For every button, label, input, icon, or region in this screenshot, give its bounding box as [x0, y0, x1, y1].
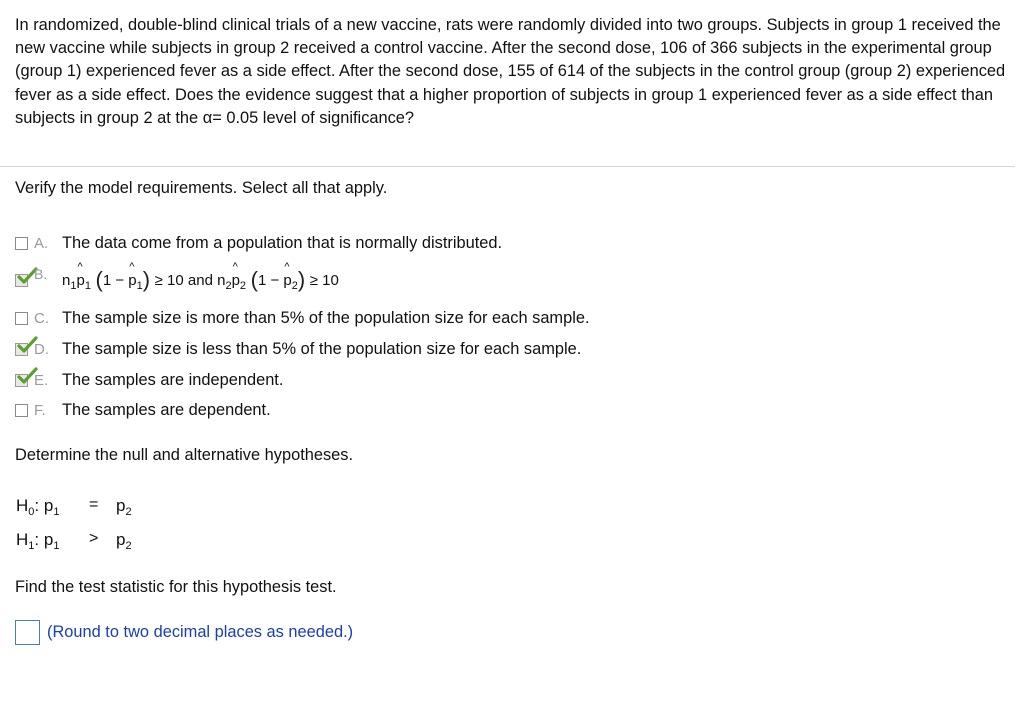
option-c-checkbox[interactable] [15, 312, 28, 325]
option-d-text: The sample size is less than 5% of the population size for each sample. [62, 339, 582, 358]
check-mark-icon [18, 368, 38, 386]
test-statistic-prompt: Find the test statistic for this hypothesis test. [15, 578, 337, 596]
option-c-letter: C. [34, 309, 49, 327]
check-mark-icon [18, 337, 38, 355]
option-d[interactable] [15, 337, 581, 361]
option-c-text: The sample size is more than 5% of the population size for each sample. [62, 308, 590, 327]
alpha-value: = 0.05 [212, 108, 259, 127]
option-a-checkbox[interactable] [15, 237, 28, 250]
alternative-operator[interactable]: > [89, 530, 99, 547]
option-e-text: The samples are independent. [62, 370, 284, 389]
option-b-checkbox[interactable] [15, 274, 28, 287]
option-b-letter: B. [34, 266, 48, 282]
question-tail: level of significance? [262, 108, 415, 127]
option-a-letter: A. [34, 234, 49, 252]
option-a[interactable] [15, 231, 502, 255]
requirements-prompt: Verify the model requirements. Select all that apply. [15, 179, 388, 197]
alpha-symbol: α [202, 108, 213, 127]
rounding-hint: (Round to two decimal places as needed.) [47, 623, 354, 641]
hypotheses-prompt: Determine the null and alternative hypotheses. [15, 446, 354, 464]
option-d-letter: D. [34, 340, 49, 358]
option-f[interactable] [15, 398, 271, 422]
option-f-letter: F. [34, 401, 46, 419]
answer-row [15, 620, 353, 645]
option-a-text: The data come from a population that is normally distributed. [62, 233, 503, 252]
test-statistic-input[interactable] [15, 620, 40, 645]
option-f-checkbox[interactable] [15, 404, 28, 417]
option-c[interactable] [15, 306, 590, 330]
section-divider [0, 166, 1015, 167]
null-operator[interactable]: = [89, 496, 99, 513]
option-b-formula: $n_1\^{}$ $p_1$ (1 − ^ $p_1) \ge 10$ and $n_2\^{}$ $p_2$ (1 − ^ $p_2) \ge 10$ [62, 271, 339, 290]
option-e-letter: E. [34, 371, 49, 389]
option-e[interactable] [15, 368, 283, 392]
option-f-text: The samples are dependent. [62, 400, 271, 419]
question-text: In randomized, double-blind clinical trials of a new vaccine, rats were randomly divided into two groups. Subjects in group 1 received the new vaccine while subjects in group 2 received a control vaccine. After the second dose, 106 of 366 subjects in the experimental group (group 1) experienced fever as a side effect. After the second dose, 155 of 614 of the subjects in the control group (group 2) experienced fever as a side effect. Does the evidence suggest that a higher proportion of subjects in group 1 experienced fever as a side effect than subjects in group 2 at the α= 0.05 level of significance? [15, 16, 1006, 127]
option-b[interactable] [15, 268, 339, 292]
option-d-checkbox[interactable] [15, 343, 28, 356]
option-e-checkbox[interactable] [15, 374, 28, 387]
